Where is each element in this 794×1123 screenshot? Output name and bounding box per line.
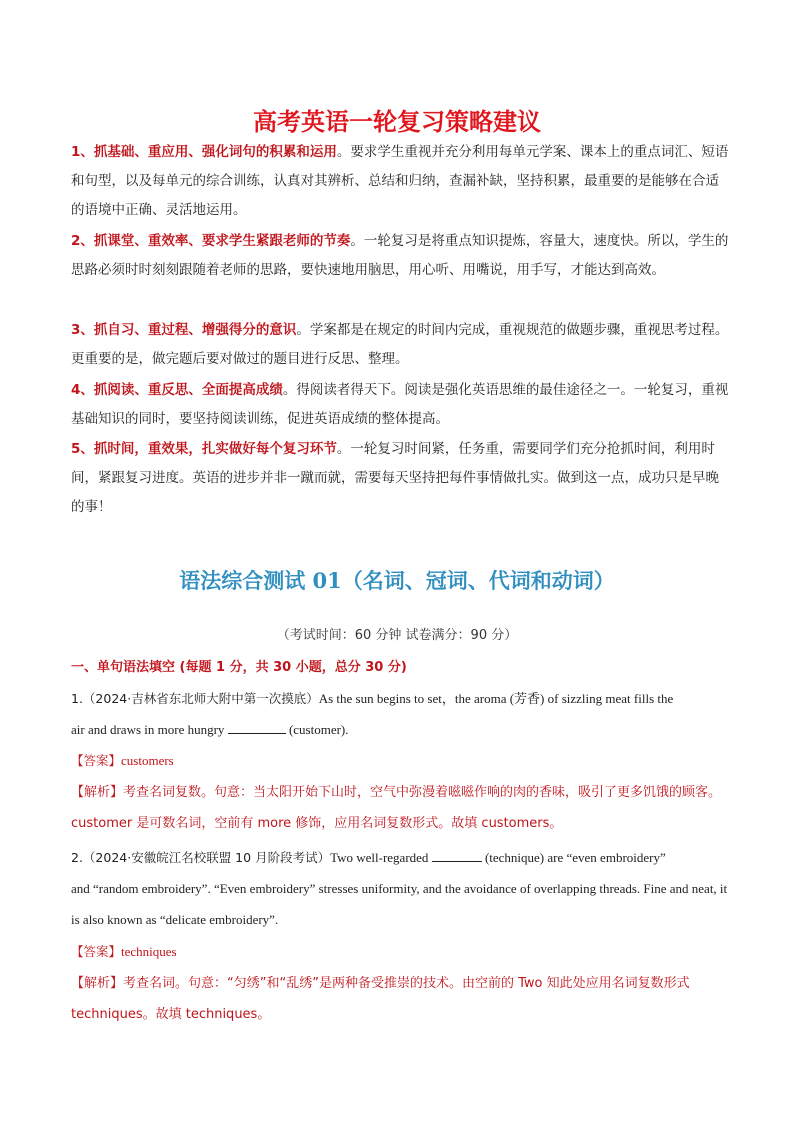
tip-item-4 [71,376,731,434]
question-text: (customer). [285,722,349,737]
question-text: and “random embroidery”. “Even embroidery” stresses uniformity, and the avoidance of overlapping threads. Fine and neat, it is also known as “delicate embroidery”. [71,881,728,927]
tip-highlight: 5、抓时间，重效果，扎实做好每个复习环节 [71,441,337,457]
answer-value: techniques [121,944,177,959]
tip-highlight: 4、抓阅读、重反思、全面提高成绩 [71,382,283,398]
tip-highlight: 3、抓自习、重过程、增强得分的意识 [71,322,297,338]
question-text: As the sun begins to set，the aroma (芳香) of sizzling meat fills the [318,691,674,706]
tip-highlight: 1、抓基础、重应用、强化词句的积累和运用 [71,144,337,160]
tip-body: 。学案都是在规定的时间内完成，重视规范的做题步骤，重视思考过程。更重要的是，做完题后要对做过的题目进行反思、整理。 [71,322,729,367]
tip-item-5 [71,435,731,522]
question-2 [71,842,731,935]
analysis-2 [71,968,731,1030]
question-text: air and draws in more hungry [71,722,228,737]
question-text: Two well-regarded [330,850,432,865]
question-source: 2.（2024·安徽皖江名校联盟 10 月阶段考试） [71,850,331,865]
tip-item-2 [71,227,731,285]
question-text: (technique) are “even embroidery” [481,850,666,865]
analysis-tag: 【解析】 [71,976,124,991]
analysis-text: 考查名词复数。句意：当太阳开始下山时，空气中弥漫着嗞嗞作响的肉的香味，吸引了更多饥饿的顾客。customer 是可数名词，空前有 more 修饰，应用名词复数形式。故填 customers。 [71,785,722,831]
page-title: 高考英语一轮复习策略建议 [253,108,541,136]
answer-tag: 【答案】 [71,753,122,768]
answer-blank[interactable] [432,848,482,862]
answer-tag: 【答案】 [71,944,122,959]
tip-item-3 [71,316,731,374]
analysis-1 [71,777,731,839]
tip-body: 。一轮复习时间紧，任务重，需要同学们充分抢抓时间，利用时间，紧跟复习进度。英语的进步并非一蹴而就，需要每天坚持把每件事情做扎实。做到这一点，成功只是早晚的事！ [71,441,719,515]
analysis-tag: 【解析】 [71,785,124,800]
answer-row-2 [71,936,731,967]
tip-body: 。一轮复习是将重点知识提炼，容量大，速度快。所以，学生的思路必须时时刻刻跟随着老师的思路，要快速地用脑思，用心听、用嘴说，用手写，才能达到高效。 [71,233,729,278]
tip-item-1 [71,138,731,225]
answer-value: customers [121,753,174,768]
question-source: 1.（2024·吉林省东北师大附中第一次摸底） [71,691,319,706]
answer-blank[interactable] [228,720,286,734]
tip-highlight: 2、抓课堂、重效率、要求学生紧跟老师的节奏 [71,233,351,249]
test-subtitle: （考试时间：60 分钟 试卷满分：90 分） [276,628,518,643]
tip-body: 。得阅读者得天下。阅读是强化英语思维的最佳途径之一。一轮复习，重视基础知识的同时，要坚持阅读训练，促进英语成绩的整体提高。 [71,382,729,427]
question-1 [71,683,731,745]
analysis-text: 考查名词。句意：“匀绣”和“乱绣”是两种备受推崇的技术。由空前的 Two 知此处应用名词复数形式 techniques。故填 techniques。 [71,976,690,1022]
section-title: 一、单句语法填空 (每题 1 分，共 30 小题，总分 30 分) [71,660,407,675]
tip-body: 。要求学生重视并充分利用每单元学案、课本上的重点词汇、短语和句型，以及每单元的综合训练，认真对其辨析、总结和归纳，查漏补缺，坚持积累，最重要的是能够在合适的语境中正确、灵活地运用。 [71,144,729,218]
test-title: 语法综合测试 01（名词、冠词、代词和动词） [179,568,615,593]
answer-row-1 [71,745,731,776]
